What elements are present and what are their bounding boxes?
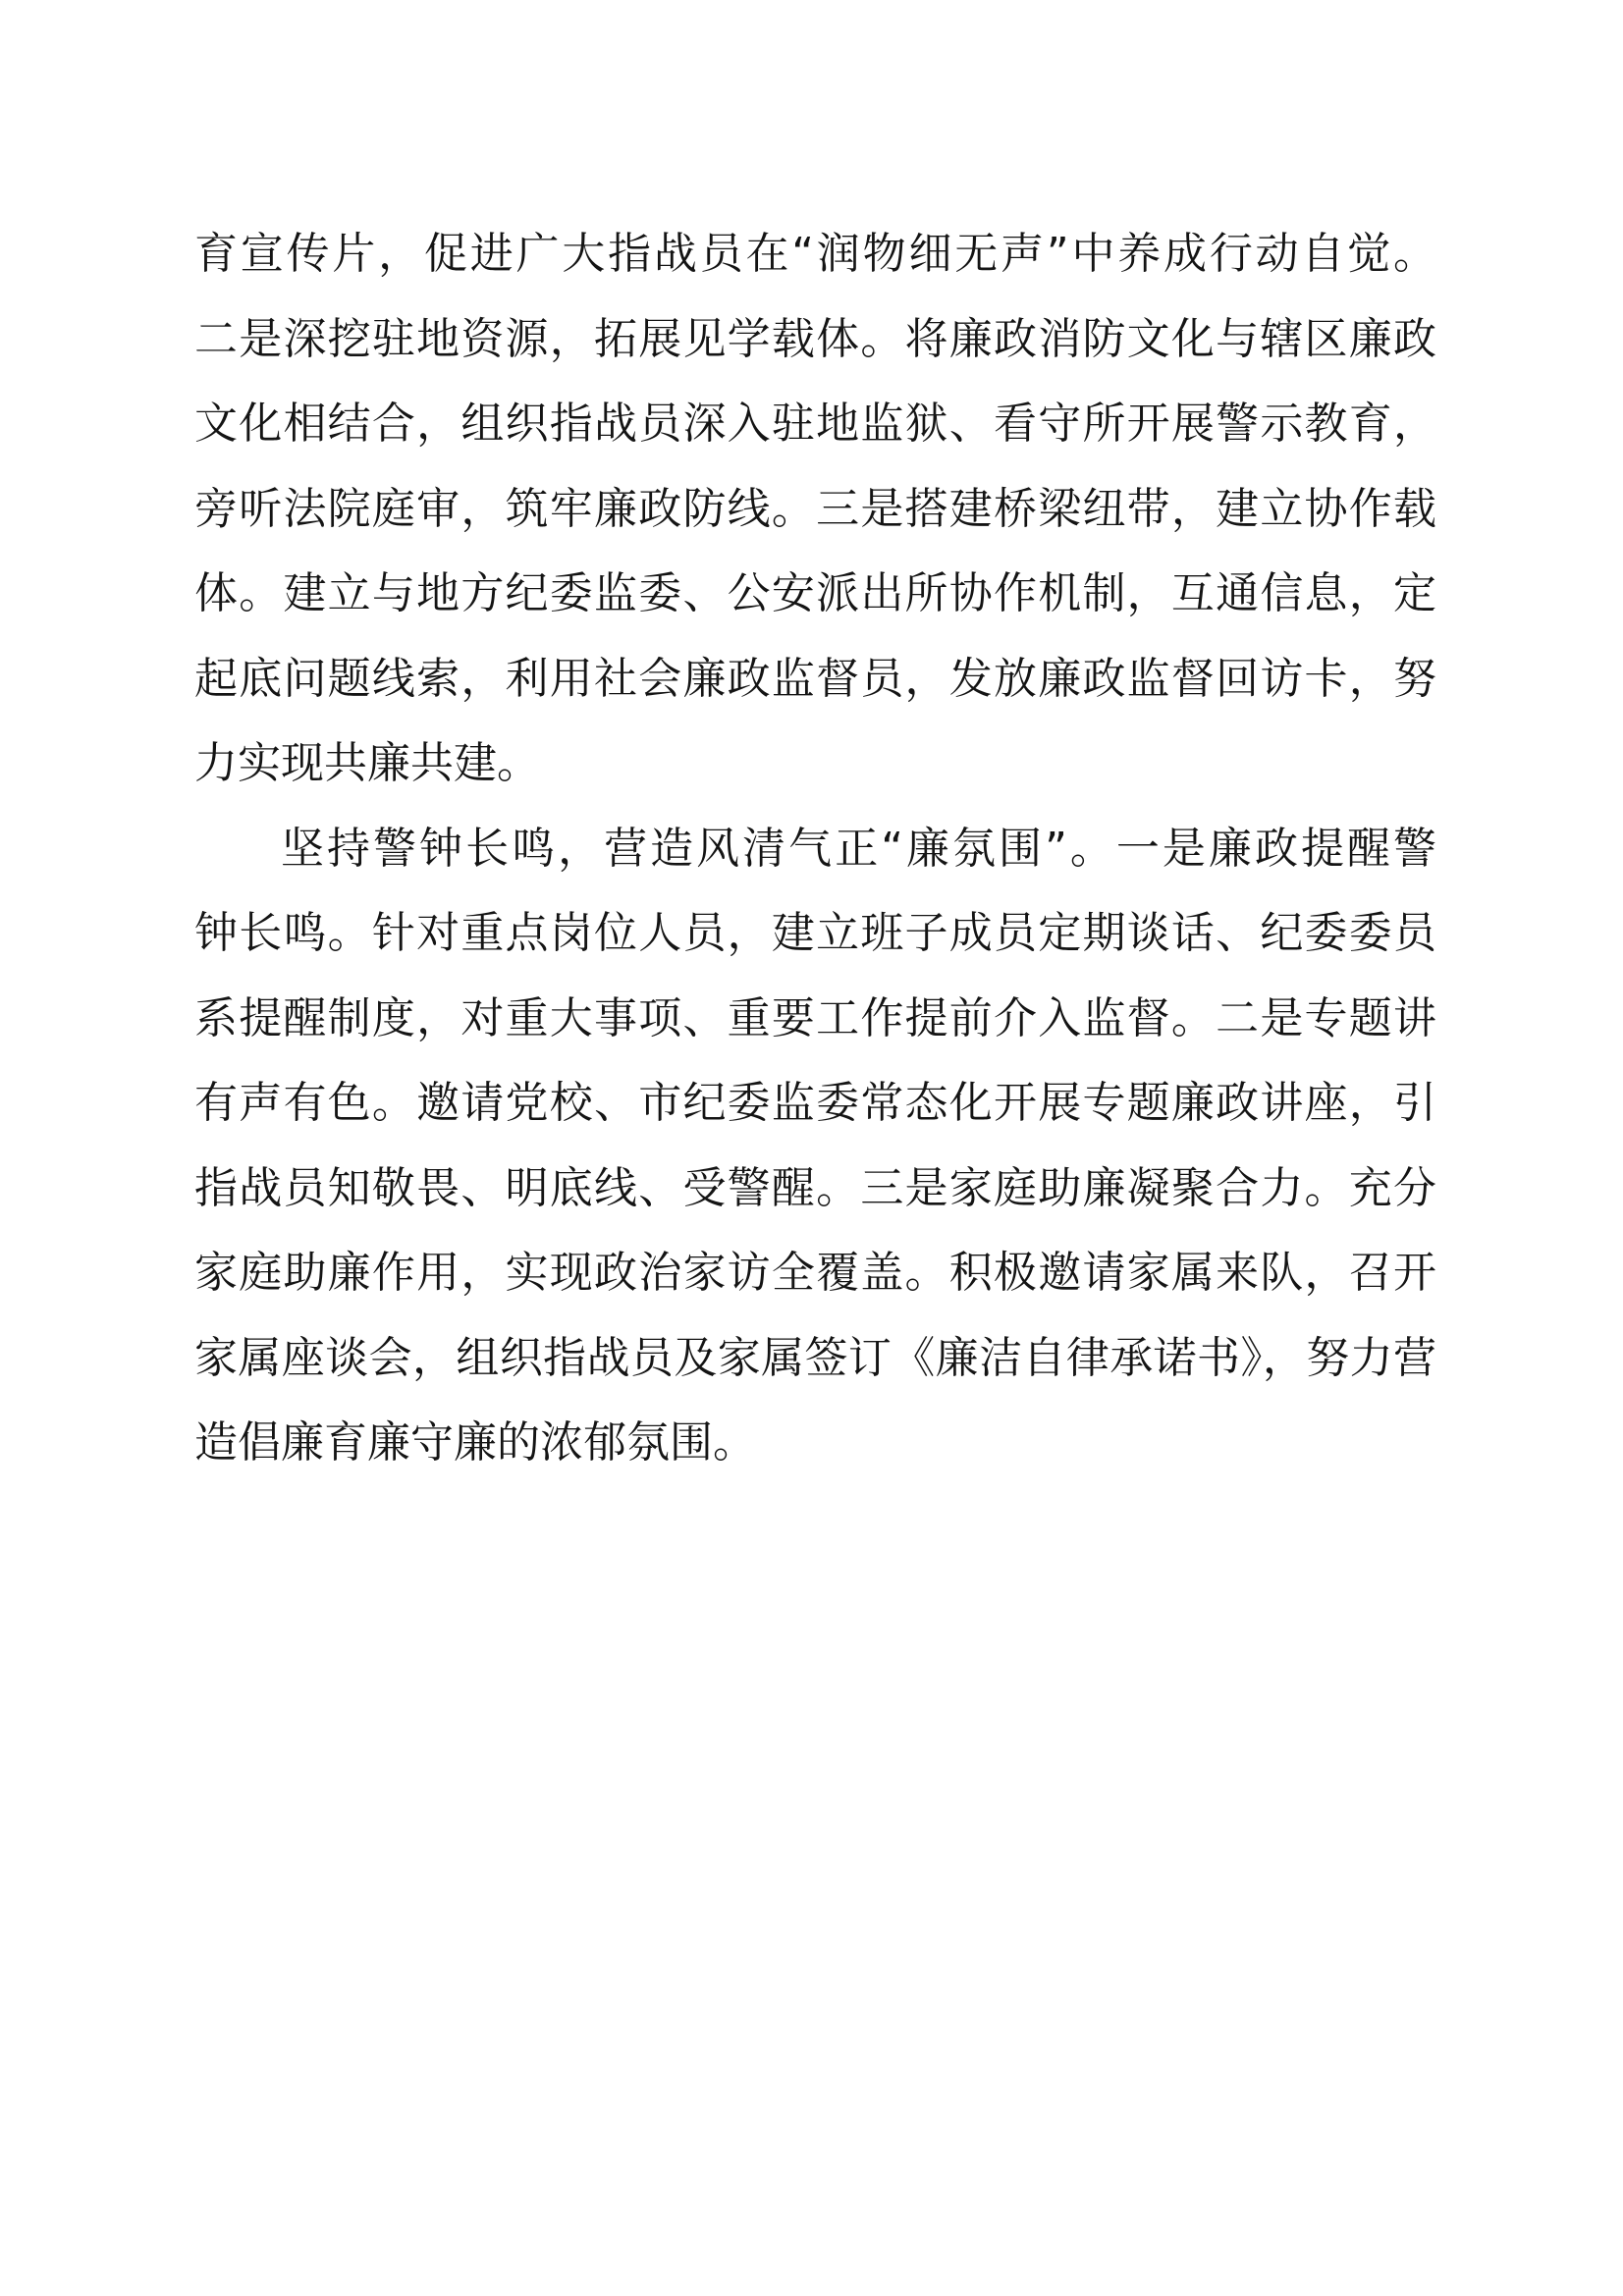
- paragraph-first-line: 坚持警钟长鸣，营造风清气正“廉氛围”。一是廉政提醒警: [281, 823, 1436, 874]
- text-line: 家庭助廉作用，实现政治家访全覆盖。积极邀请家属来队，召开: [194, 1248, 1436, 1298]
- body-text: [194, 212, 1436, 1486]
- text-line: 二是深挖驻地资源，拓展见学载体。将廉政消防文化与辖区廉政: [194, 313, 1436, 364]
- text-line: 家属座谈会，组织指战员及家属签订《廉洁自律承诺书》，努力营: [194, 1332, 1436, 1383]
- text-line: 钟长鸣。针对重点岗位人员，建立班子成员定期谈话、纪委委员: [194, 908, 1436, 958]
- text-line: 育宣传片，促进广大指战员在“润物细无声”中养成行动自觉。: [194, 229, 1436, 279]
- text-line: 文化相结合，组织指战员深入驻地监狱、看守所开展警示教育，: [194, 399, 1436, 449]
- text-line: 系提醒制度，对重大事项、重要工作提前介入监督。二是专题讲: [194, 992, 1436, 1043]
- text-line: 造倡廉育廉守廉的浓郁氛围。: [194, 1417, 756, 1468]
- text-line: 有声有色。邀请党校、市纪委监委常态化开展专题廉政讲座，引: [194, 1078, 1436, 1128]
- text-line: 指战员知敬畏、明底线、受警醒。三是家庭助廉凝聚合力。充分: [194, 1162, 1436, 1213]
- text-line: 旁听法院庭审，筑牢廉政防线。三是搭建桥梁纽带，建立协作载: [194, 483, 1436, 534]
- text-line: 力实现共廉共建。: [194, 738, 540, 788]
- text-line: 起底问题线索，利用社会廉政监督员，发放廉政监督回访卡，努: [194, 653, 1436, 704]
- text-line: 体。建立与地方纪委监委、公安派出所协作机制，互通信息，定: [194, 568, 1436, 618]
